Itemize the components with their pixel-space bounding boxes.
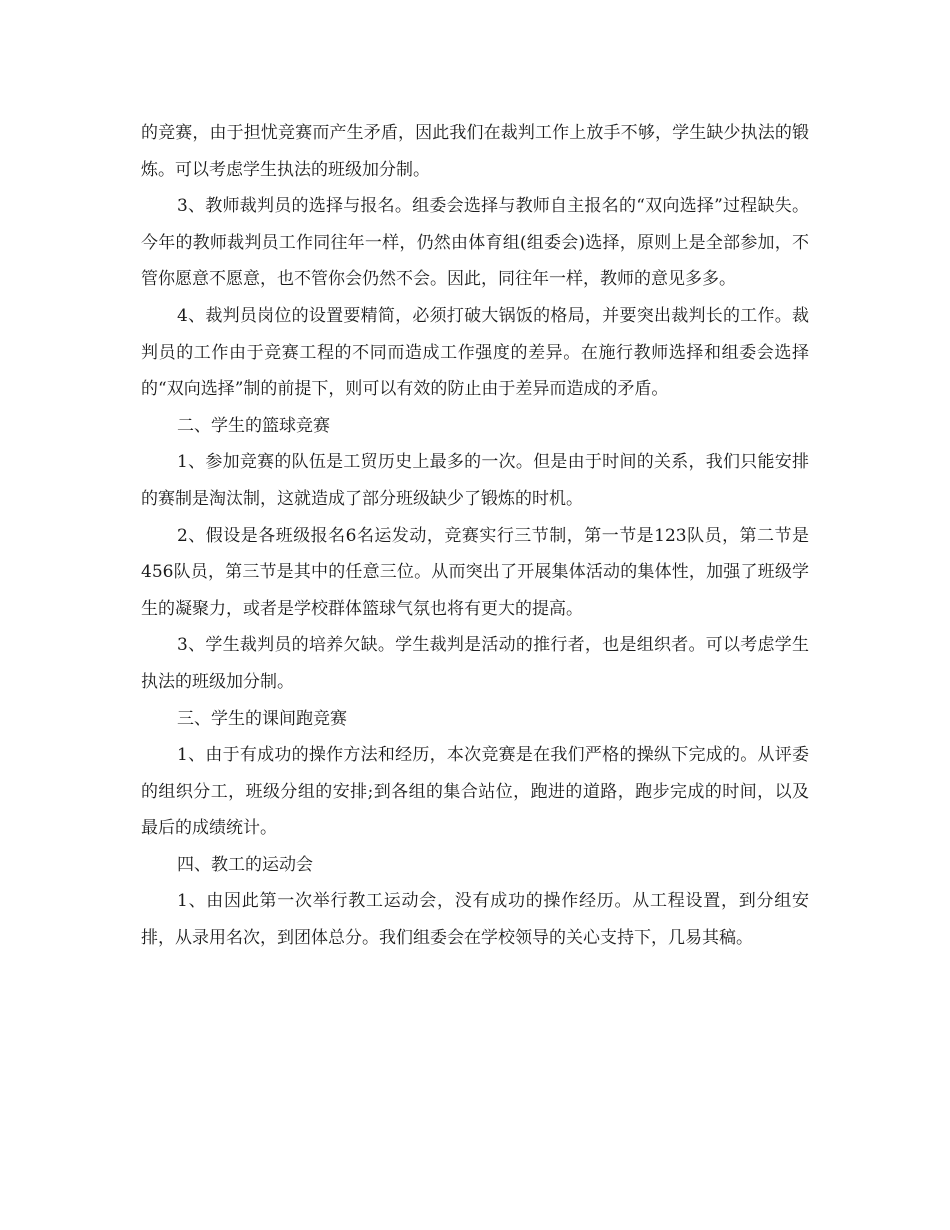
paragraph-running-competition: 1、由于有成功的操作方法和经历，本次竞赛是在我们严格的操纵下完成的。从评委的组织分工，班级分组的安排;到各组的集合站位，跑进的道路，跑步完成的时间，以及最后的成绩统计。 <box>141 745 809 839</box>
paragraph-student-referees: 3、学生裁判员的培养欠缺。学生裁判是活动的推行者，也是组织者。可以考虑学生执法的班级加分制。 <box>141 635 809 692</box>
paragraph-teacher-referee-selection: 3、教师裁判员的选择与报名。组委会选择与教师自主报名的“双向选择”过程缺失。今年的教师裁判员工作同往年一样，仍然由体育组(组委会)选择，原则上是全部参加，不管你愿意不愿意，也不管你会仍然不会。因此，同往年一样，教师的意见多多。 <box>141 196 809 290</box>
paragraph-basketball-teams: 1、参加竞赛的队伍是工贸历史上最多的一次。但是由于时间的关系，我们只能安排的赛制是淘汰制，这就造成了部分班级缺少了锻炼的时机。 <box>141 452 809 509</box>
paragraph-referee-positions: 4、裁判员岗位的设置要精简，必须打破大锅饭的格局，并要突出裁判长的工作。裁判员的工作由于竞赛工程的不同而造成工作强度的差异。在施行教师选择和组委会选择的“双向选择”制的前提下，则可以有效的防止由于差异而造成的矛盾。 <box>141 305 809 400</box>
document-body <box>141 115 809 957</box>
section-heading-basketball: 二、学生的篮球竞赛 <box>177 415 330 436</box>
section-heading-running: 三、学生的课间跑竞赛 <box>177 708 347 729</box>
paragraph-continuation: 的竞赛，由于担忧竞赛而产生矛盾，因此我们在裁判工作上放手不够，学生缺少执法的锻炼。可以考虑学生执法的班级加分制。 <box>141 123 809 180</box>
section-heading-staff-games: 四、教工的运动会 <box>177 854 313 875</box>
paragraph-staff-games: 1、由因此第一次举行教工运动会，没有成功的操作经历。从工程设置，到分组安排，从录用名次，到团体总分。我们组委会在学校领导的关心支持下，几易其稿。 <box>141 891 809 949</box>
paragraph-basketball-format: 2、假设是各班级报名6名运发动，竞赛实行三节制，第一节是123队员，第二节是456队员，第三节是其中的任意三位。从而突出了开展集体活动的集体性，加强了班级学生的凝聚力，或者是学校群体篮球气氛也将有更大的提高。 <box>141 525 809 619</box>
